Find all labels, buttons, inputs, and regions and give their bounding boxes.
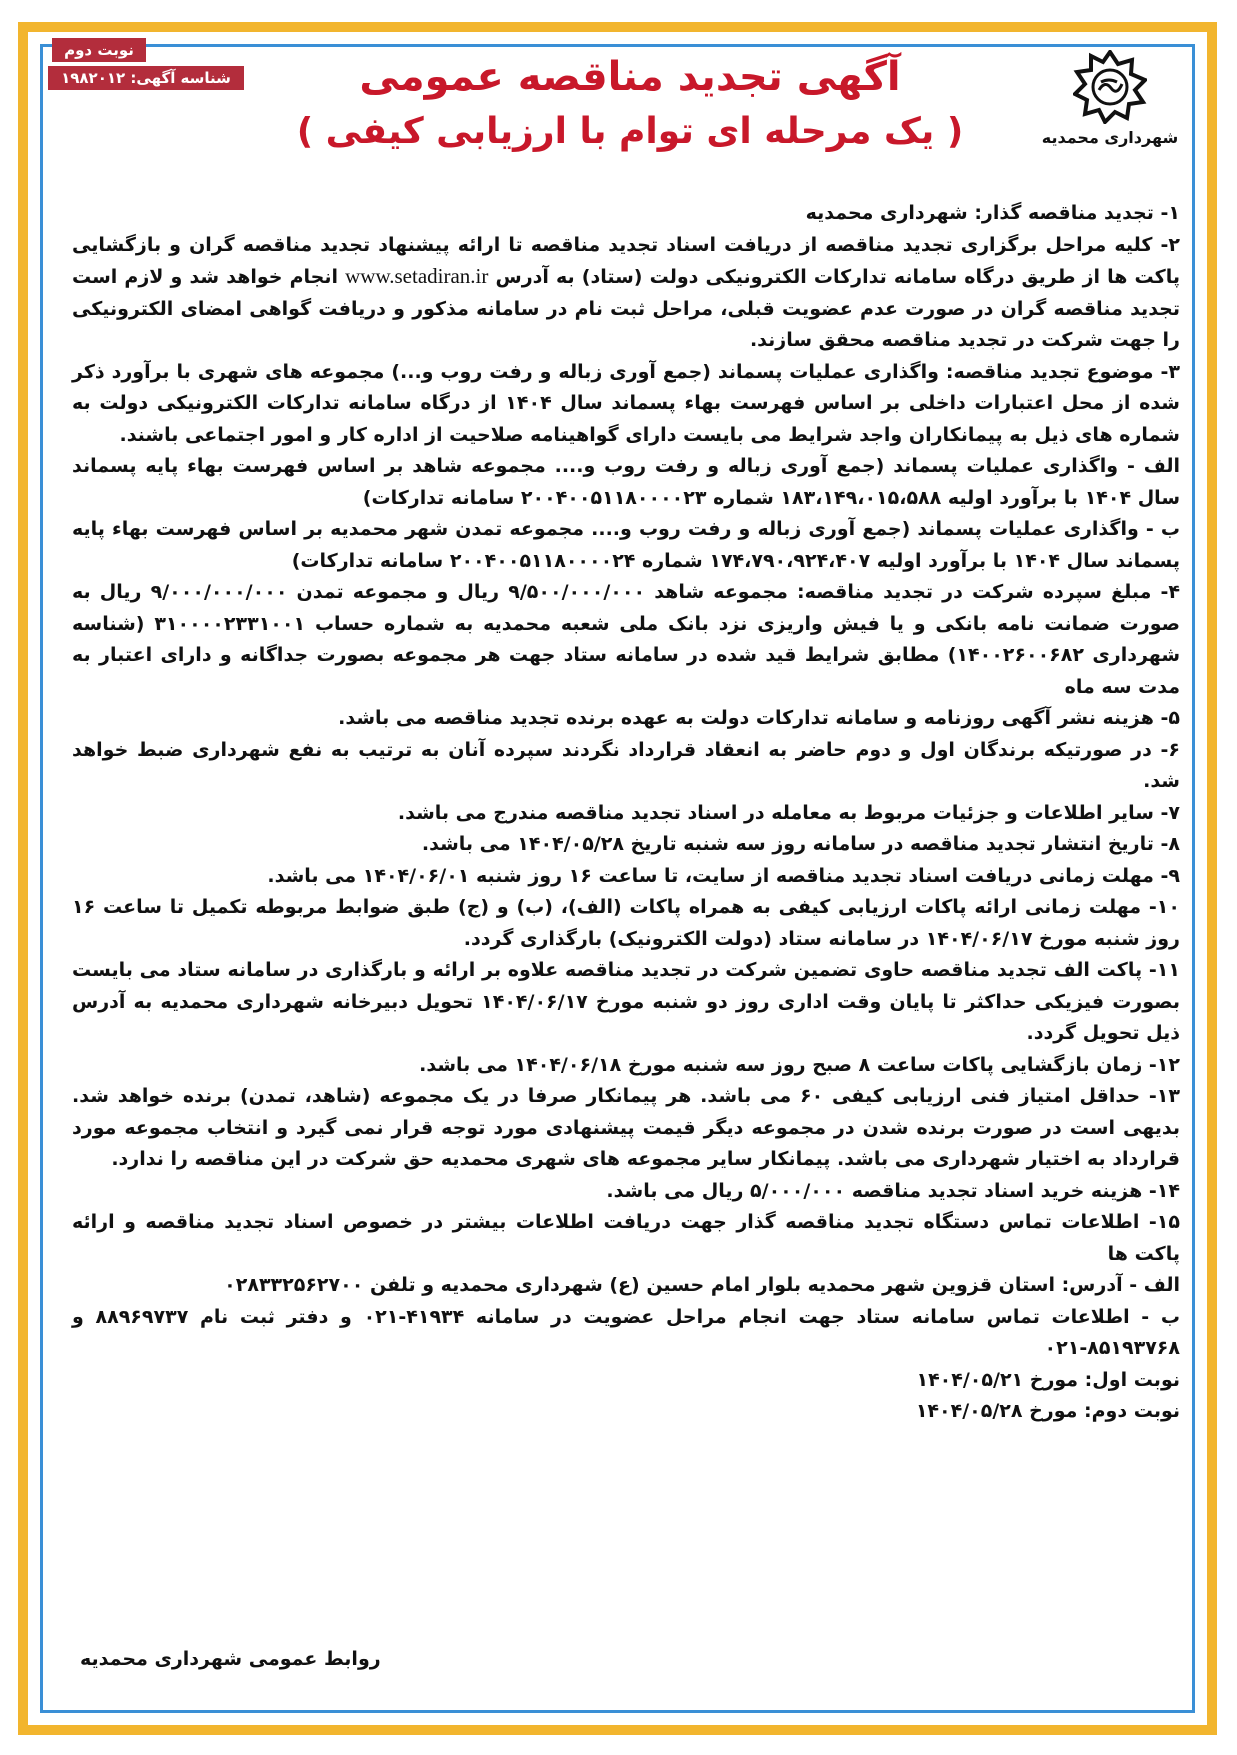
setad-url-link[interactable]: www.setadiran.ir — [345, 264, 489, 288]
item-6: ۶- در صورتیکه برندگان اول و دوم حاضر به انعقاد قرارداد نگردند سپرده آنان به ترتیب به نفع شهرداری ضبط خواهد شد. — [72, 738, 1180, 792]
item-15-a: الف - آدرس: استان قزوین شهر محمدیه بلوار امام حسین (ع) شهرداری محمدیه و تلفن ۰۲۸۳۳۲۵۶۲۷۰۰ — [224, 1274, 1180, 1296]
badge-group — [48, 38, 244, 94]
title-line-1: آگهی تجدید مناقصه عمومی — [359, 54, 901, 100]
item-14: ۱۴- هزینه خرید اسناد تجدید مناقصه ۵/۰۰۰/۰۰۰ ریال می باشد. — [606, 1179, 1180, 1202]
publish-first: نوبت اول: مورخ ۱۴۰۴/۰۵/۲۱ — [916, 1368, 1180, 1391]
municipality-emblem-icon — [1073, 50, 1147, 124]
item-3-a: الف - واگذاری عملیات پسماند (جمع آوری زباله و رفت روب و.... مجموعه شاهد بر اساس فهرست بهاء پایه پسماند سال ۱۴۰۴ با برآورد اولیه ۱۸۳،۱۴۹،۰۱۵،۵۸۸ شماره ۲۰۰۴۰۰۵۱۱۸۰۰۰۰۲۳ سامانه تدارکات) — [72, 455, 1180, 509]
item-4: ۴- مبلغ سپرده شرکت در تجدید مناقصه: مجموعه شاهد ۹/۵۰۰/۰۰۰/۰۰۰ ریال و مجموعه تمدن ۹/۰۰۰/۰۰۰/۰۰۰ ریال به صورت ضمانت نامه بانکی و یا فیش واریزی نزد بانک ملی شعبه محمدیه به شماره حساب ۳۱۰۰۰۰۲۳۳۱۰۰۱ (شناسه شهرداری ۱۴۰۰۲۶۰۰۶۸۲) مطابق شرایط قید شده در سامانه ستاد جهت هر مجموعه بصورت جداگانه و دارای اعتبار به مدت سه ماه — [72, 581, 1181, 698]
item-2-text-b: انجام خواهد شد و لازم است تجدید مناقصه گران در صورت عدم عضویت قبلی، مراحل ثبت نام در سامانه مذکور و دریافت گواهی امضای الکترونیکی را جهت شرکت در تجدید مناقصه محقق سازند. — [72, 266, 1180, 351]
item-2 — [72, 230, 1180, 357]
notice-title — [260, 48, 1000, 158]
title-line-2: ( یک مرحله ای توام با ارزیابی کیفی ) — [296, 111, 964, 152]
signature: روابط عمومی شهرداری محمدیه — [80, 1648, 381, 1670]
item-12: ۱۲- زمان بازگشایی پاکات ساعت ۸ صبح روز سه شنبه مورخ ۱۴۰۴/۰۶/۱۸ می باشد. — [419, 1053, 1180, 1076]
item-13: ۱۳- حداقل امتیاز فنی ارزیابی کیفی ۶۰ می باشد. هر پیمانکار صرفا در یک مجموعه (شاهد، تمدن) برنده خواهد شد. بدیهی است در صورت برنده شدن در مجموعه دیگر قیمت پیشنهادی مورد توجه قرار نمی گیرد و انتخاب مجموعه مورد قرارداد به اختیار شهرداری می باشد. پیمانکار سایر مجموعه های شهری محمدیه حق شرکت در این مناقصه را ندارد. — [72, 1085, 1180, 1170]
item-8: ۸- تاریخ انتشار تجدید مناقصه در سامانه روز سه شنبه تاریخ ۱۴۰۴/۰۵/۲۸ می باشد. — [421, 833, 1180, 855]
municipality-logo — [1040, 50, 1180, 147]
notice-body — [72, 198, 1180, 1428]
item-11: ۱۱- پاکت الف تجدید مناقصه حاوی تضمین شرکت در تجدید مناقصه علاوه بر ارائه و بارگذاری در سامانه ستاد می بایست بصورت فیزیکی حداکثر تا پایان وقت اداری روز دو شنبه مورخ ۱۴۰۴/۰۶/۱۷ تحویل دبیرخانه شهرداری محمدیه به آدرس ذیل تحویل گردد. — [72, 959, 1181, 1044]
ad-id-badge: شناسه آگهی: ۱۹۸۲۰۱۲ — [48, 66, 244, 90]
item-15-b: ب - اطلاعات تماس سامانه ستاد جهت انجام مراحل عضویت در سامانه ۴۱۹۳۴-۰۲۱ و دفتر ثبت نام ۸۸۹۶۹۷۳۷ و ۸۵۱۹۳۷۶۸-۰۲۱ — [72, 1305, 1180, 1359]
publish-second: نوبت دوم: مورخ ۱۴۰۴/۰۵/۲۸ — [915, 1400, 1180, 1422]
item-3: ۳- موضوع تجدید مناقصه: واگذاری عملیات پسماند (جمع آوری زباله و رفت روب و...) مجموعه های شهری با برآورد ذکر شده از محل اعتبارات داخلی بر اساس فهرست بهاء پسماند سال ۱۴۰۴ از درگاه سامانه تدارکات الکترونیکی دولت به شماره های ذیل به پیمانکاران واجد شرایط می بایست دارای گواهینامه صلاحیت از اداره کار و امور اجتماعی باشند. — [72, 360, 1180, 446]
item-5: ۵- هزینه نشر آگهی روزنامه و سامانه تدارکات دولت به عهده برنده تجدید مناقصه می باشد. — [338, 707, 1180, 729]
item-3-b: ب - واگذاری عملیات پسماند (جمع آوری زباله و رفت روب و.... مجموعه تمدن شهر محمدیه بر اساس فهرست بهاء پایه پسماند سال ۱۴۰۴ با برآورد اولیه ۱۷۴،۷۹۰،۹۲۴،۴۰۷ شماره ۲۰۰۴۰۰۵۱۱۸۰۰۰۰۲۴ سامانه تدارکات) — [72, 518, 1180, 572]
item-2-text-a: ۲- کلیه مراحل برگزاری تجدید مناقصه از دریافت اسناد تجدید مناقصه تا ارائه پیشنهاد تجدید مناقصه گران و بازگشایی پاکت ها از طریق درگاه سامانه تدارکات الکترونیکی دولت (ستاد) به آدرس — [72, 233, 1180, 288]
item-7: ۷- سایر اطلاعات و جزئیات مربوط به معامله در اسناد تجدید مناقصه مندرج می باشد. — [397, 801, 1180, 824]
item-10: ۱۰- مهلت زمانی ارائه پاکات ارزیابی کیفی به همراه پاکات (الف)، (ب) و (ج) طبق ضوابط مربوطه تکمیل تا ساعت ۱۶ روز شنبه مورخ ۱۴۰۴/۰۶/۱۷ در سامانه ستاد (دولت الکترونیک) بارگذاری گردد. — [72, 896, 1180, 950]
round-badge: نوبت دوم — [52, 38, 146, 62]
item-1: ۱- تجدید مناقصه گذار: شهرداری محمدیه — [805, 202, 1180, 224]
item-15: ۱۵- اطلاعات تماس دستگاه تجدید مناقصه گذار جهت دریافت اطلاعات بیشتر در خصوص اسناد تجدید مناقصه و ارائه پاکت ها — [72, 1211, 1180, 1265]
item-9: ۹- مهلت زمانی دریافت اسناد تجدید مناقصه از سایت، تا ساعت ۱۶ روز شنبه ۱۴۰۴/۰۶/۰۱ می باشد. — [267, 864, 1180, 887]
logo-caption: شهرداری محمدیه — [1041, 128, 1179, 147]
